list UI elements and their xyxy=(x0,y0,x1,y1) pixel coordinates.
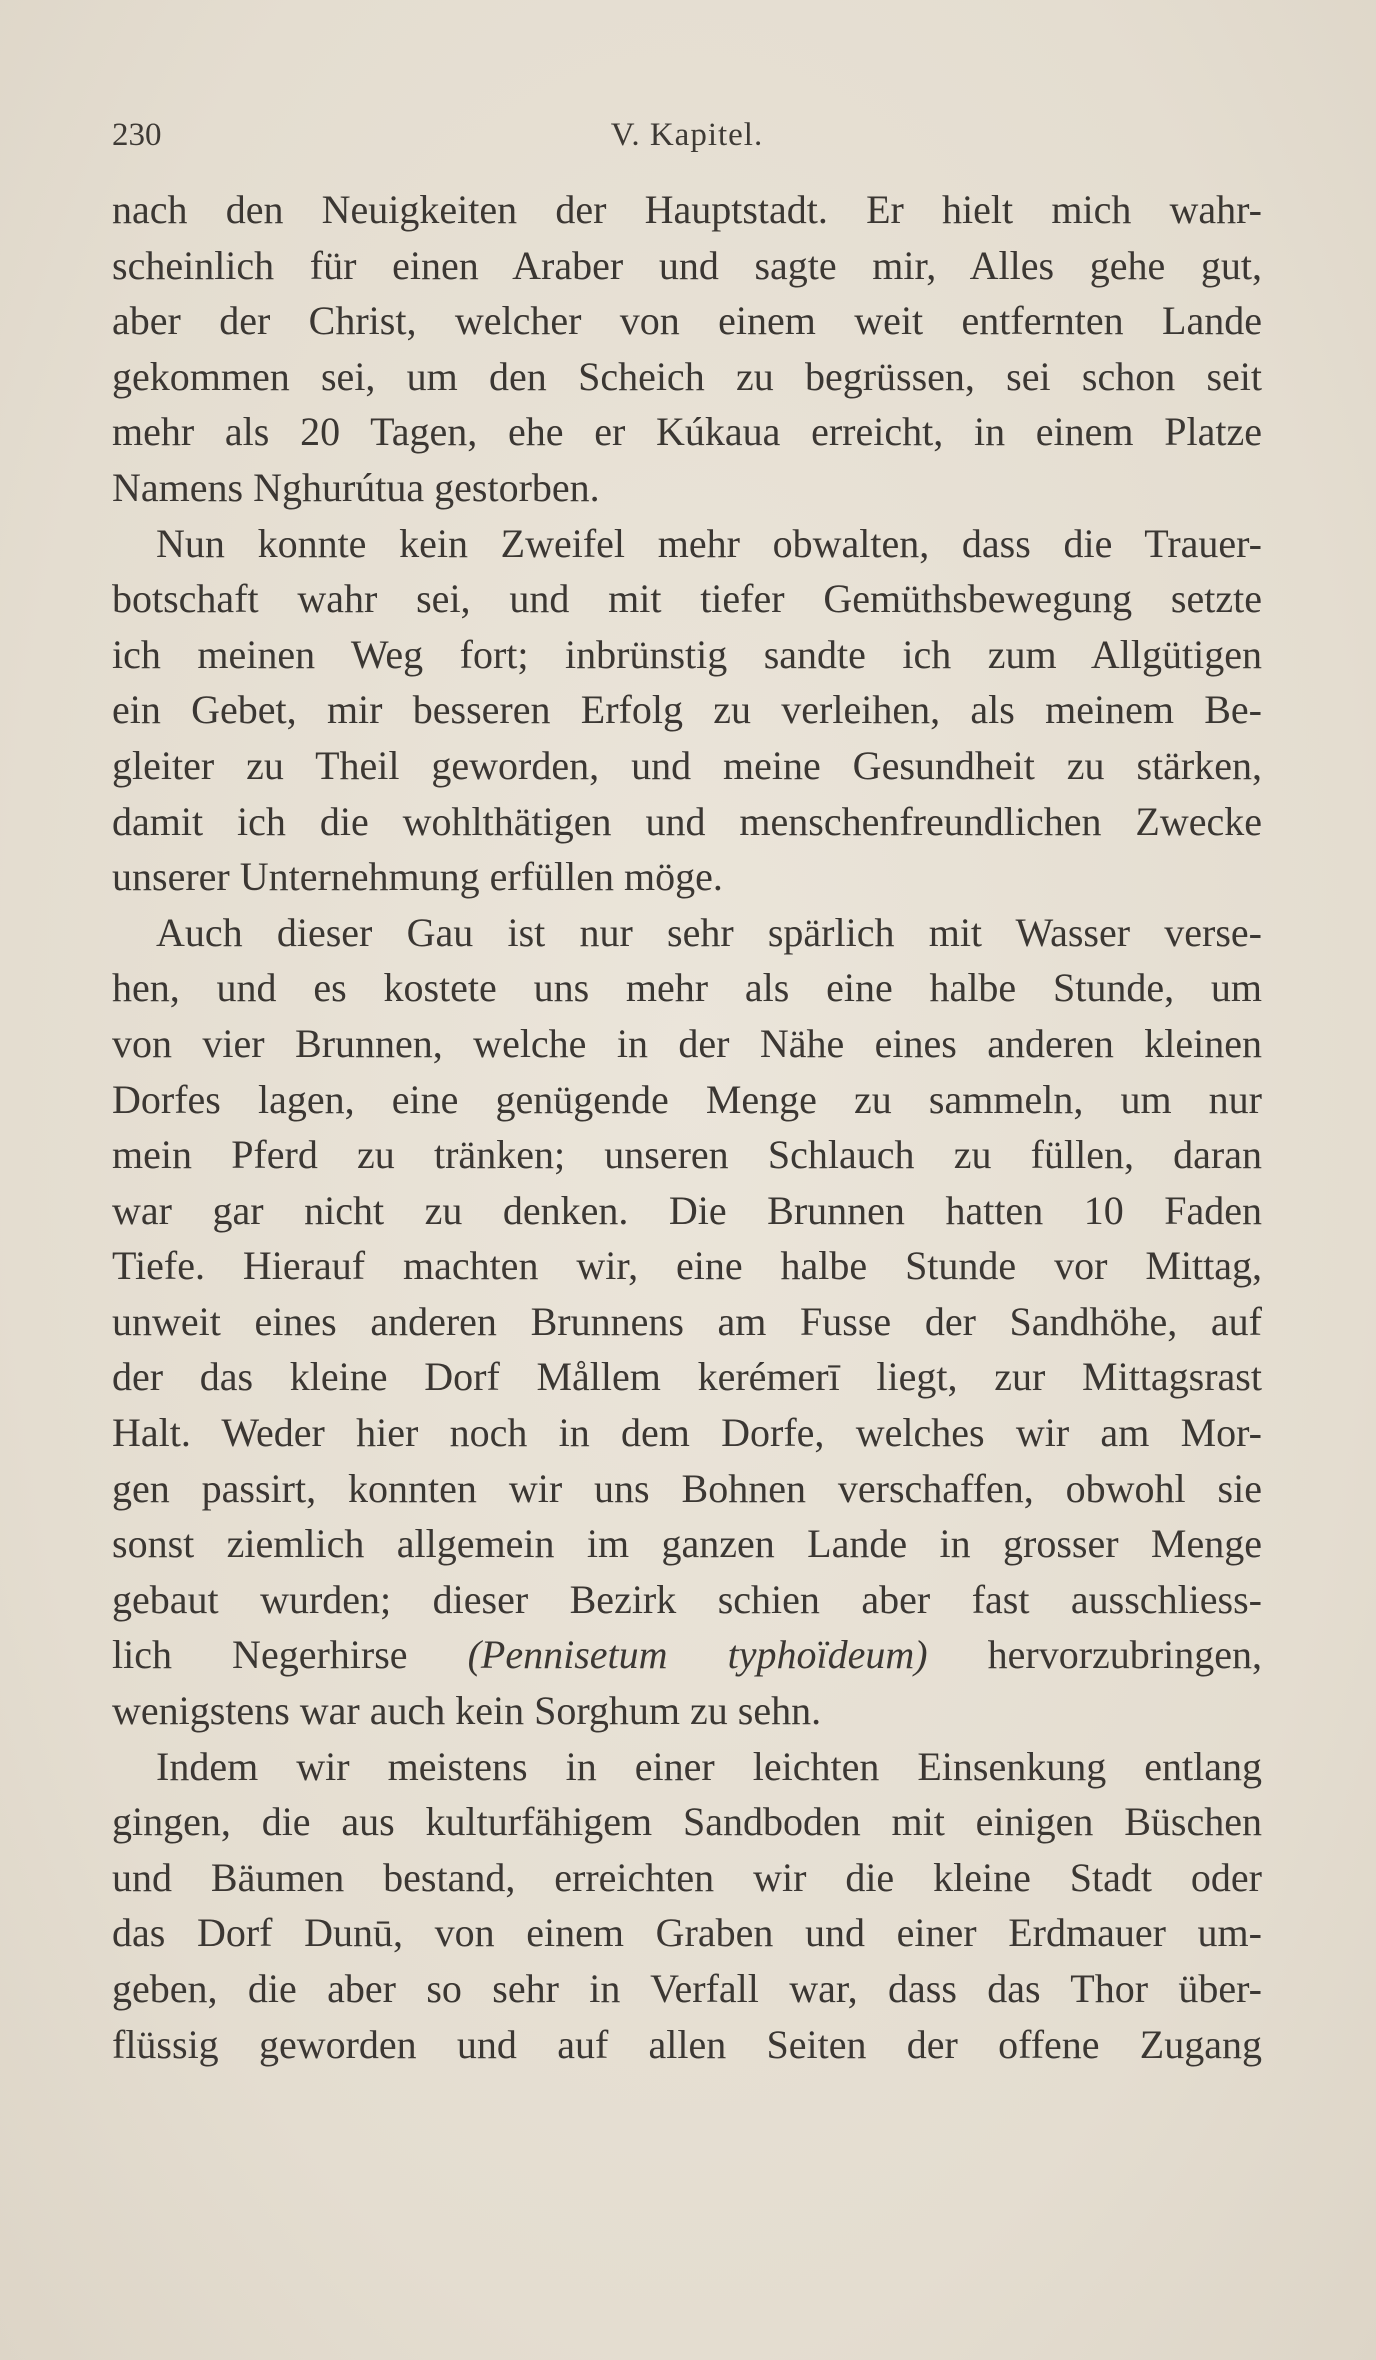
text-line: gingen, die aus kulturfähigem Sandboden mit einigen Büschen xyxy=(112,1799,1262,1845)
text-line: das Dorf Dunū, von einem Graben und einer Erdmauer um- xyxy=(112,1910,1262,1956)
text-line: Indem wir meistens in einer leichten Einsenkung entlang xyxy=(156,1743,1262,1789)
text-line: damit ich die wohlthätigen und menschenfreundlichen Zwecke xyxy=(112,798,1262,844)
italic-segment: (Pennisetum typhoïdeum) xyxy=(467,1632,928,1678)
text-line: wenigstens war auch kein Sorghum zu sehn. xyxy=(112,1688,822,1734)
text-line: nach den Neuigkeiten der Hauptstadt. Er hielt mich wahr- xyxy=(112,187,1262,232)
text-line: Dorfes lagen, eine genügende Menge zu sammeln, um nur xyxy=(112,1076,1262,1122)
text-line: gekommen sei, um den Scheich zu begrüssen, sei schon seit xyxy=(112,353,1262,399)
text-line: mein Pferd zu tränken; unseren Schlauch zu füllen, daran xyxy=(112,1132,1262,1178)
body-text xyxy=(112,182,1262,2072)
text-line: ich meinen Weg fort; inbrünstig sandte ich zum Allgütigen xyxy=(112,631,1262,677)
book-page xyxy=(112,110,1262,2072)
text-segment: hervorzubringen, xyxy=(927,1632,1262,1678)
text-line: Namens Nghurútua gestorben. xyxy=(112,464,600,510)
text-line: unserer Unternehmung erfüllen möge. xyxy=(112,854,723,900)
text-line: mehr als 20 Tagen, ehe er Kúkaua erreicht, in einem Platze xyxy=(112,409,1262,455)
text-line: Auch dieser Gau ist nur sehr spärlich mit Wasser verse- xyxy=(156,909,1262,955)
running-head: V. Kapitel. xyxy=(610,117,764,153)
text-line: von vier Brunnen, welche in der Nähe eines anderen kleinen xyxy=(112,1020,1262,1066)
text-line: gen passirt, konnten wir uns Bohnen verschaffen, obwohl sie xyxy=(112,1465,1262,1511)
text-line: der das kleine Dorf Mållem kerémerī liegt, zur Mittagsrast xyxy=(112,1354,1262,1400)
text-line: gleiter zu Theil geworden, und meine Gesundheit zu stärken, xyxy=(112,742,1262,788)
page-header xyxy=(112,110,1262,160)
text-line: Nun konnte kein Zweifel mehr obwalten, dass die Trauer- xyxy=(156,520,1262,566)
text-line: botschaft wahr sei, und mit tiefer Gemüthsbewegung setzte xyxy=(112,576,1262,622)
text-line: gebaut wurden; dieser Bezirk schien aber fast ausschliess- xyxy=(112,1576,1262,1622)
text-line: aber der Christ, welcher von einem weit entfernten Lande xyxy=(112,298,1262,344)
text-line: scheinlich für einen Araber und sagte mir, Alles gehe gut, xyxy=(112,242,1262,288)
text-line: sonst ziemlich allgemein im ganzen Lande in grosser Menge xyxy=(112,1521,1262,1567)
text-line: und Bäumen bestand, erreichten wir die kleine Stadt oder xyxy=(112,1854,1262,1900)
text-line: geben, die aber so sehr in Verfall war, dass das Thor über- xyxy=(112,1966,1262,2011)
text-line: war gar nicht zu denken. Die Brunnen hatten 10 Faden xyxy=(112,1187,1262,1233)
text-line xyxy=(112,1627,1262,1683)
page-number: 230 xyxy=(112,117,162,153)
text-line: Halt. Weder hier noch in dem Dorfe, welches wir am Mor- xyxy=(112,1410,1262,1456)
text-line: flüssig geworden und auf allen Seiten der offene Zugang xyxy=(112,2021,1262,2067)
text-line: unweit eines anderen Brunnens am Fusse der Sandhöhe, auf xyxy=(112,1298,1262,1344)
text-line: hen, und es kostete uns mehr als eine halbe Stunde, um xyxy=(112,965,1262,1011)
text-segment: lich Negerhirse xyxy=(112,1632,468,1678)
text-line: ein Gebet, mir besseren Erfolg zu verleihen, als meinem Be- xyxy=(112,687,1262,733)
text-line: Tiefe. Hierauf machten wir, eine halbe Stunde vor Mittag, xyxy=(112,1243,1262,1289)
